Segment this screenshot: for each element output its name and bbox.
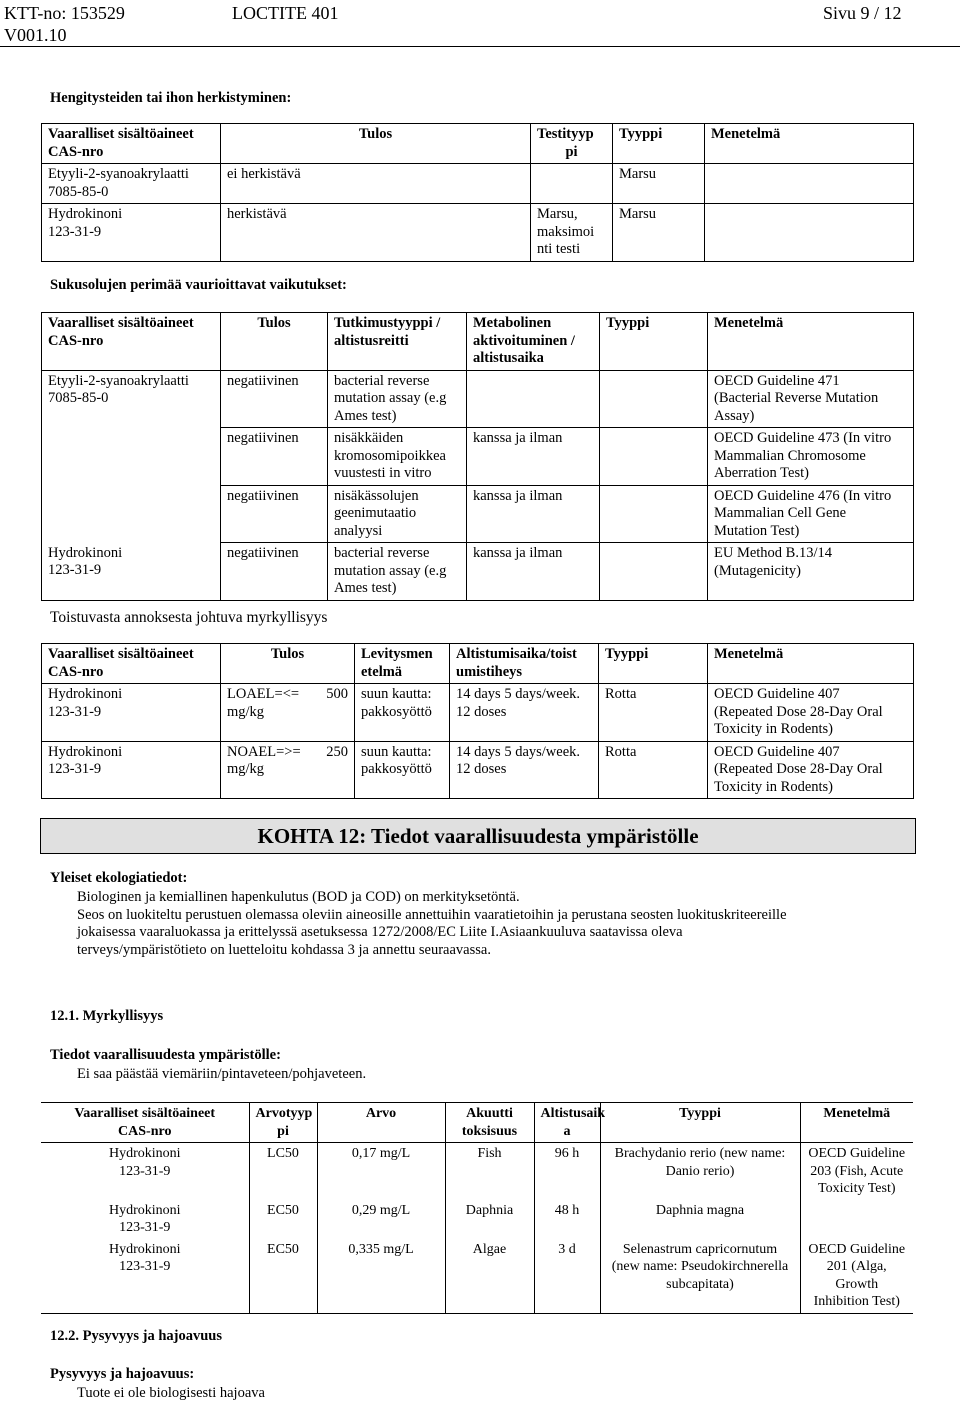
method-line: (Bacterial Reverse Mutation [714,390,879,406]
type-cell: Rotta [599,741,708,799]
result-cell: negatiivinen [221,370,328,428]
paragraph-line: jokaisessa vaaraluokassa ja erittelyssä asetuksessa 1272/2008/EC Liite I.Asiaankuuluva saatavissa oleva [77,924,683,940]
study-line: kromosomipoikkea [334,447,446,464]
exposure-line: 12 doses [456,761,507,777]
value-cell: 0,17 mg/L [317,1143,445,1200]
col-header-substance: Vaaralliset sisältöaineet [74,1106,216,1121]
cas-number: 123-31-9 [48,223,102,240]
table-row [42,370,914,428]
col-header-metabolic: Metabolinen [473,315,552,331]
study-line: Ames test) [334,580,397,596]
result-unit: mg/kg [227,761,265,777]
sensitization-heading: Hengitysteiden tai ihon herkistyminen: [50,90,292,106]
cas-number: 123-31-9 [119,1259,171,1274]
section-12-banner: KOHTA 12: Tiedot vaarallisuudesta ympäristölle [40,818,916,854]
env-info-text: Ei saa päästää viemäriin/pintaveteen/pohjaveteen. [77,1066,367,1082]
method-line: Inhibition Test) [813,1294,900,1309]
value-type-cell: EC50 [249,1200,317,1239]
exposure-cell: 96 h [534,1143,600,1200]
result-cell: herkistävä [221,204,531,262]
substance-name: Hydrokinoni [108,1241,181,1257]
method-line: OECD Guideline 476 (In vitro [714,487,892,504]
page-number: Sivu 9 / 12 [823,3,902,23]
type-line: Selenastrum capricornutum [622,1241,778,1257]
method-line: Assay) [714,407,755,424]
table-header-row [42,124,914,164]
paragraph-line: terveys/ympäristötieto on luetteloitu kohdassa 3 ja annettu seuraavassa. [77,941,491,958]
species-cell: Marsu [613,164,705,204]
result-unit: mg/kg [227,703,265,720]
mutagenicity-table [41,312,914,601]
study-line: analyysi [334,522,383,539]
method-line: OECD Guideline 473 (In vitro [714,430,892,446]
persistence-text: Tuote ei ole biologisesti hajoava [77,1385,265,1401]
route-line: pakkosyöttö [361,761,432,777]
table-row [42,543,914,601]
general-eco-heading: Yleiset ekologiatiedot: [50,870,188,886]
col-header-substance: Vaaralliset sisältöaineet [48,126,194,142]
table-header-row [42,313,914,371]
persistence-heading: Pysyvyys ja hajoavuus: [50,1366,195,1382]
value-cell: 0,29 mg/L [317,1200,445,1239]
col-header-result: Tulos [221,313,328,371]
col-header-method: Menetelmä [708,313,914,371]
acute-cell: Algae [445,1239,534,1314]
col-header-method: Menetelmä [705,124,914,164]
cas-number: 7085-85-0 [48,390,109,406]
col-header-substance: Vaaralliset sisältöaineet [48,646,194,662]
result-label: LOAEL=<= [227,686,300,702]
result-value: 250 [326,743,348,760]
species-cell: Marsu [613,204,705,262]
type-line: Brachydanio rerio (new name: [614,1146,786,1161]
method-line: 203 (Fish, Acute [810,1163,904,1179]
exposure-line: 14 days 5 days/week. [456,686,581,702]
method-cell [705,204,914,262]
metabolic-cell [467,370,600,428]
substance-name: Hydrokinoni [108,1202,181,1218]
cas-number: 123-31-9 [48,761,102,777]
type-line: (new name: Pseudokirchnerella [611,1259,789,1274]
col-header-method: Menetelmä [800,1103,913,1143]
env-info-heading: Tiedot vaarallisuudesta ympäristölle: [50,1047,281,1063]
table-row [42,204,914,262]
result-label: NOAEL=>= [227,743,301,760]
method-line: Toxicity in Rodents) [714,778,834,795]
method-line: OECD Guideline 407 [714,743,840,760]
ktt-number: KTT-no: 153529 [4,3,125,23]
method-line: Mutation Test) [714,522,800,539]
study-line: geenimutaatio [334,505,417,521]
col-header-exposure-2: umistiheys [456,663,523,680]
repeated-heading: Toistuvasta annoksesta johtuva myrkyllisyys [50,609,328,626]
exposure-line: 12 doses [456,703,507,720]
type-line: Danio rerio) [665,1163,735,1179]
result-cell: negatiivinen [221,543,328,601]
method-line: Aberration Test) [714,465,809,481]
substance-name: Hydrokinoni [108,1146,181,1161]
exposure-cell: 48 h [534,1200,600,1239]
result-cell: ei herkistävä [221,164,531,204]
type-line: Daphnia magna [655,1202,745,1218]
col-header-value-type: Arvotyyp [255,1106,313,1121]
table-row [42,684,914,742]
table-row [41,1239,913,1314]
study-line: bacterial reverse [334,545,430,561]
paragraph-line: Seos on luokiteltu perustuen olemassa oleviin aineosille annettuihin vaaratietoihin ja perustana seosten luokituskriteereille [77,906,787,923]
substance-name: Etyyli-2-syanoakrylaatti [48,372,189,389]
metabolic-cell: kanssa ja ilman [467,543,600,601]
method-line: Mammalian Cell Gene [714,505,847,521]
study-line: bacterial reverse [334,372,430,389]
test-type-cell [531,164,613,204]
col-header-value-type-2: pi [277,1123,289,1139]
col-header-acute: Akuutti [466,1106,513,1121]
type-cell [600,428,708,486]
col-header-cas: CAS-nro [48,332,104,349]
route-line: suun kautta: [361,743,432,760]
col-header-result: Tulos [221,124,531,164]
table-row [41,1143,913,1200]
col-header-study: Tutkimustyyppi / [334,315,441,331]
product-name: LOCTITE 401 [232,3,339,23]
col-header-cas: CAS-nro [48,663,104,680]
cas-number: 123-31-9 [119,1163,171,1179]
col-header-result: Tulos [221,644,355,684]
col-header-exposure-2: a [563,1123,571,1139]
test-type-line: nti testi [537,241,581,257]
study-line: nisäkkäiden [334,430,404,446]
type-line: subcapitata) [666,1276,734,1292]
study-line: mutation assay (e.g [334,562,447,579]
col-header-metabolic-3: altistusaika [473,350,544,366]
col-header-exposure: Altistumisaika/toist [456,646,577,662]
test-type-line: maksimoi [537,223,595,240]
substance-name: Etyyli-2-syanoakrylaatti [48,166,189,182]
col-header-type: Tyyppi [613,124,705,164]
metabolic-cell: kanssa ja ilman [467,485,600,543]
metabolic-cell: kanssa ja ilman [467,428,600,486]
type-cell [600,543,708,601]
value-cell: 0,335 mg/L [317,1239,445,1314]
exposure-line: 14 days 5 days/week. [456,743,581,760]
type-cell: Rotta [599,684,708,742]
paragraph-line: Biologinen ja kemiallinen hapenkulutus (BOD ja COD) on merkityksetöntä. [77,889,520,905]
repeated-dose-table [41,643,914,799]
method-line: 201 (Alga, Growth [826,1259,887,1292]
cas-number: 7085-85-0 [48,183,109,200]
col-header-type: Tyyppi [600,313,708,371]
test-type-line: Marsu, [537,206,578,222]
col-header-method: Menetelmä [708,644,914,684]
method-line: (Mutagenicity) [714,562,801,579]
col-header-route: Levitysmen [361,646,433,662]
acute-cell: Fish [445,1143,534,1200]
route-line: suun kautta: [361,686,432,702]
col-header-metabolic-2: aktivoituminen / [473,332,575,349]
sensitization-table [41,123,914,262]
col-header-cas: CAS-nro [118,1123,172,1139]
exposure-cell: 3 d [534,1239,600,1314]
col-header-testtype-2: pi [565,143,578,160]
subsection-12-2: 12.2. Pysyvyys ja hajoavuus [50,1328,223,1344]
method-cell [800,1200,913,1239]
acute-cell: Daphnia [445,1200,534,1239]
table-row [42,741,914,799]
method-line: (Repeated Dose 28-Day Oral [714,703,883,720]
general-eco-text [77,889,787,959]
header-divider [0,46,960,47]
version-number: V001.10 [4,25,67,45]
table-header-row [42,644,914,684]
method-line: OECD Guideline 471 [714,372,840,389]
table-row [42,164,914,204]
col-header-study-2: altistusreitti [334,332,409,349]
value-type-cell: EC50 [249,1239,317,1314]
study-line: mutation assay (e.g [334,390,447,406]
result-cell: negatiivinen [221,485,328,543]
subsection-12-1: 12.1. Myrkyllisyys [50,1008,164,1024]
method-line: EU Method B.13/14 [714,545,833,561]
value-type-cell: LC50 [249,1143,317,1200]
col-header-route-2: etelmä [361,663,403,680]
result-cell: negatiivinen [221,428,328,486]
col-header-cas: CAS-nro [48,143,104,160]
method-line: OECD Guideline 407 [714,686,840,702]
col-header-type: Tyyppi [600,1103,800,1143]
col-header-testtype: Testityyp [537,126,594,142]
col-header-exposure: Altistusaik [540,1106,606,1121]
substance-name: Hydrokinoni [48,686,123,702]
col-header-value: Arvo [317,1103,445,1143]
col-header-type: Tyyppi [599,644,708,684]
table-row [41,1200,913,1239]
cas-number: 123-31-9 [48,703,102,720]
study-line: Ames test) [334,407,397,424]
col-header-substance: Vaaralliset sisältöaineet [48,315,194,331]
substance-name: Hydrokinoni [48,743,123,760]
cas-number: 123-31-9 [48,562,102,578]
study-line: vuustesti in vitro [334,465,432,481]
method-line: Toxicity Test) [818,1181,896,1196]
toxicity-table [41,1102,913,1314]
method-line: OECD Guideline [808,1241,906,1257]
type-cell [600,485,708,543]
substance-name: Hydrokinoni [48,206,123,222]
type-cell [600,370,708,428]
result-value: 500 [326,686,348,702]
substance-name: Hydrokinoni [48,544,123,561]
method-cell [705,164,914,204]
col-header-acute-2: toksisuus [461,1123,518,1139]
table-header-row [41,1103,913,1143]
method-line: (Repeated Dose 28-Day Oral [714,761,883,777]
method-line: OECD Guideline [808,1146,906,1161]
method-line: Toxicity in Rodents) [714,721,834,737]
mutagenicity-heading: Sukusolujen perimää vaurioittavat vaikutukset: [50,277,347,293]
method-line: Mammalian Chromosome [714,447,866,464]
cas-number: 123-31-9 [119,1220,171,1235]
route-line: pakkosyöttö [361,703,432,720]
study-line: nisäkässolujen [334,487,419,504]
